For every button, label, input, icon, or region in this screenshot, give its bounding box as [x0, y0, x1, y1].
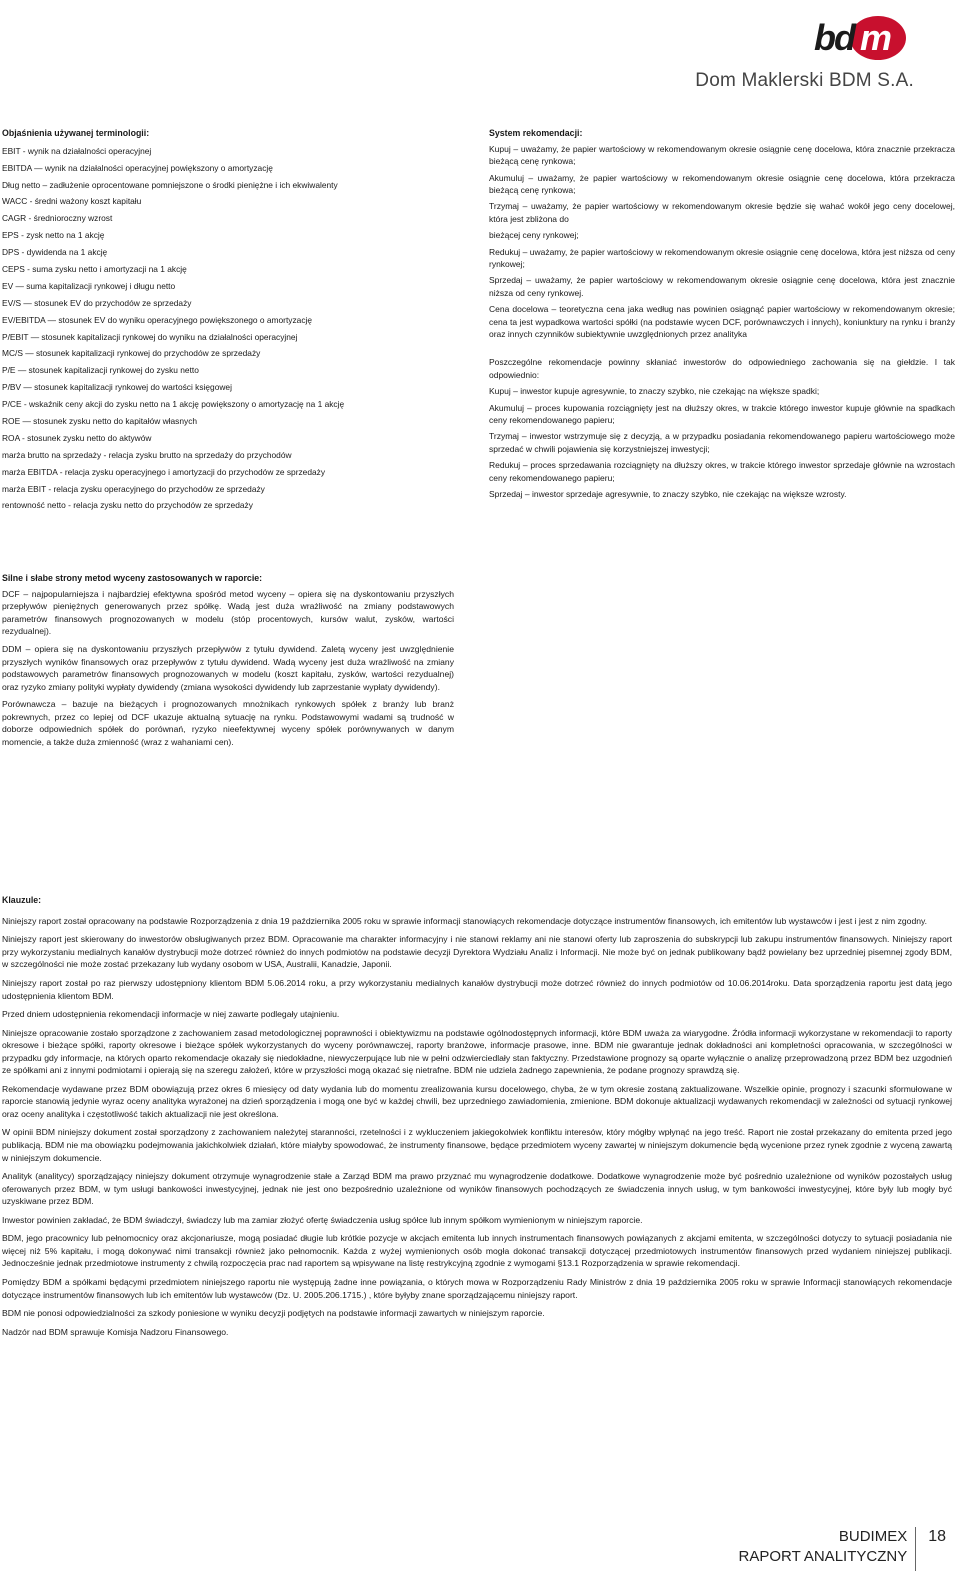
recommendation-list [489, 143, 955, 341]
recommendation-item: Trzymaj – uważamy, że papier wartościowy w rekomendowanym okresie będzie się wahać wokół jego ceny docelowej, która jest zbliżona do [489, 201, 955, 224]
disclaimer-paragraph: Pomiędzy BDM a spółkami będącymi przedmiotem niniejszego raportu nie występują żadne inne powiązania, o których mowa w Rozporządzeniu Rady Ministrów z dnia 19 października 2005 roku w sprawie Informacji stanowiących rekomendacje dotyczące instrumentów finansowych lub ich emitentów lub wystawców (Dz. U. 2005.206.1715.) , które byłyby znane sporządzającemu niniejszy raport. [2, 1276, 952, 1300]
terminology-item: EBIT - wynik na działalności operacyjnej [2, 145, 152, 156]
svg-text:m: m [860, 17, 891, 58]
disclaimer-paragraph: Rekomendacje wydawane przez BDM obowiązują przez okres 6 miesięcy od daty wydania lub do momentu zrealizowania kursu docelowego, chyba, że w tym okresie zostaną zaktualizowane. Wszelkie opinie, prognozy i szacunki sformułowane w raporcie stanowią jedynie wyraz oceny analityka wyrażonej na dzień sporządzenia i mogą one być w każdej chwili, bez uprzedniego zawiadomienia, zmienione. BDM dokonuje aktualizacji wydawanych rekomendacji w zależności od sytuacji rynkowej oraz oceny analityka i częstotliwość takich aktualizacji nie jest określona. [2, 1083, 952, 1119]
terminology-item: CEPS - suma zysku netto i amortyzacji na 1 akcję [2, 263, 187, 274]
terminology-item: EPS - zysk netto na 1 akcję [2, 230, 105, 241]
recommendation-behavior-item: Trzymaj – inwestor wstrzymuje się z decyzją, a w przypadku posiadania rekomendowanego papieru wartościowego może sprzedać w chwili pojawienia się korzystniejszej inwestycji; [489, 431, 955, 454]
page-footer [739, 1527, 946, 1571]
disclaimer-paragraph: Niniejszy raport jest skierowany do inwestorów obsługiwanych przez BDM. Opracowanie ma charakter informacyjny i nie stanowi reklamy ani nie stanowi oferty lub zaproszenia do subskrypcji lub zakupu instrumentów finansowych. Niniejszy raport przy wykorzystaniu medialnych kanałów dystrybucji może dotrzeć również do innych podmiotów na podstawie decyzji Dyrektora Wydziału Analiz i Informacji. Nie może być on jednak publikowany bądź powielany bez uprzedniej pisemnej zgody BDM, w szczególności nie może zostać przekazany lub wydany osobom w USA, Australii, Kanadzie, Japonii. [2, 934, 952, 970]
valuation-method-paragraph: DCF – najpopularniejsza i najbardziej efektywna spośród metod wyceny – opiera się na dyskontowaniu przyszłych przepływów pieniężnych generowanych przez spółkę. Wadą jest duża wrażliwość na zmiany podstawowych parametrów finansowych prognozowanych w modelu (stóp procentowych, kursów walut, zysków, wartości rezydualnej). [2, 588, 454, 637]
terminology-item: DPS - dywidenda na 1 akcję [2, 247, 108, 258]
recommendation-behavior-item: Sprzedaj – inwestor sprzedaje agresywnie, to znaczy szybko, nie czekając na większe wzrosty. [489, 489, 847, 500]
recommendation-item: Sprzedaj – uważamy, że papier wartościowy w rekomendowanym okresie osiągnie cenę docelowa, która jest znacznie niższa od ceny rynkowej. [489, 275, 955, 298]
recommendation-behavior-list [489, 356, 955, 500]
recommendation-behavior-item: Redukuj – proces sprzedawania rozciągnięty na dłuższy okres, w trakcie którego inwestor sprzedaje głównie na wzrostach ceny rekomendowanego papieru; [489, 460, 955, 483]
terminology-item: marża EBITDA - relacja zysku operacyjnego i amortyzacji do przychodów ze sprzedaży [2, 466, 326, 477]
terminology-item: CAGR - średnioroczny wzrost [2, 213, 113, 224]
valuation-methods-title: Silne i słabe strony metod wyceny zastosowanych w raporcie: [2, 573, 263, 583]
terminology-item: P/BV — stosunek kapitalizacji rynkowej do wartości księgowej [2, 382, 232, 393]
bdm-logo-mark [810, 10, 910, 64]
terminology-item: ROA - stosunek zysku netto do aktywów [2, 432, 152, 443]
terminology-item: P/EBIT — stosunek kapitalizacji rynkowej do wyniku na działalności operacyjnej [2, 331, 298, 342]
disclaimer-section [2, 894, 952, 1344]
svg-text:bd: bd [814, 17, 854, 58]
terminology-item: WACC - średni ważony koszt kapitału [2, 196, 142, 207]
disclaimer-paragraph: Niniejsze opracowanie zostało sporządzone z zachowaniem zasad metodologicznej poprawności i obiektywizmu na podstawie ogólnodostępnych informacji, które BDM uważa za wiarygodne. Źródła informacji wykorzystane w rekomendacji to raporty okresowe i bieżące spółki, raporty okresowe i bieżące spółek wykorzystanych do wyceny porównawczej, raporty branżowe, informacje prasowe, inne. BDM nie gwarantuje jednak dokładności ani kompletności opracowania, w szczególności w przypadku gdy informacje, na których oparto rekomendacje okazały się niedokładne, niewyczerpujące lub nie w pełni odzwierciedlały stan faktyczny. Przedstawione prognozy są oparte wyłącznie o analizę przeprowadzoną przez BDM bez uzgodnień ze spółkami ani z innymi podmiotami i opierają się na szeregu założeń, które w przyszłości mogą okazać się nietrafne. BDM nie udziela żadnego zapewnienia, że podane prognozy sprawdzą się. [2, 1027, 952, 1076]
terminology-item: EV/EBITDA — stosunek EV do wyniku operacyjnego powiększonego o amortyzację [2, 314, 313, 325]
terminology-item: EBITDA — wynik na działalności operacyjnej powiększony o amortyzację [2, 162, 273, 173]
terminology-title: Objaśnienia używanej terminologii: [2, 128, 150, 138]
disclaimer-paragraph: BDM, jego pracownicy lub pełnomocnicy oraz akcjonariusze, mogą posiadać długie lub krótkie pozycje w akcjach emitenta lub innych instrumentach finansowych powiązanych z akcjami emitenta, w szczególności dotyczy to sytuacji posiadania nie więcej niż 5% kapitału, i mogą dokonywać nimi transakcji również jako pełnomocnik. Każda z wyżej wymienionych osób mogła dokonać transakcji dotyczącej przedmiotowych instrumentów finansowych przed wydaniem niniejszej publikacji. Jednocześnie jednak przedmiotowe instrumenty z chwilą rozpoczęcia prac nad raportem są wpisywane na listę restrykcyjną zgodnie z wymogami §13.1 Rozporządzenia w sprawie rekomendacji. [2, 1233, 952, 1269]
terminology-item: rentowność netto - relacja zysku netto do przychodów ze sprzedaży [2, 500, 253, 511]
disclaimer-paragraph: Inwestor powinien zakładać, że BDM świadczył, świadczy lub ma zamiar złożyć ofertę świadczenia usług spółce lub innym spółkom wymienionym w niniejszym raporcie. [2, 1214, 643, 1225]
footer-label [739, 1527, 916, 1571]
recommendation-item: Cena docelowa – teoretyczna cena jaka według nas powinien osiągnąć papier wartościowy w rekomendowanym okresie; cena ta jest wypadkowa wartości spółki (na podstawie wycen DCF, porównawczych i innych), koniunktury na rynku i branży oraz innych czynników subiektywnie uwzględnionych przez analityka [489, 304, 955, 340]
company-logo [664, 8, 914, 91]
recommendation-item: Redukuj – uważamy, że papier wartościowy w rekomendowanym okresie osiągnie cenę docelowa, która jest niższa od ceny rynkowej; [489, 246, 955, 269]
footer-report-type: RAPORT ANALITYCZNY [738, 1548, 908, 1565]
recommendation-item: bieżącej ceny rynkowej; [489, 230, 579, 241]
terminology-section [2, 127, 454, 514]
disclaimer-paragraph: W opinii BDM niniejszy dokument został sporządzony z zachowaniem należytej staranności, rzetelności i z wykluczeniem jakiegokolwiek konfliktu interesów, który mógłby wpłynąć na jego treść. Raport nie został przekazany do emitenta przed jego publikacją. BDM nie ma obowiązku podejmowania jakichkolwiek działań, które miałyby spowodować, że instrumenty finansowe, będące przedmiotem wyceny zawartej w niniejszym dokumencie będą wycenione przez rynek zgodnie z wyceną zawartą w niniejszym dokumencie. [2, 1127, 952, 1163]
recommendation-system-section [489, 127, 955, 505]
terminology-item: marża EBIT - relacja zysku operacyjnego do przychodów ze sprzedaży [2, 483, 265, 494]
terminology-item: Dług netto – zadłużenie oprocentowane pomniejszone o środki pieniężne i ich ekwiwalenty [2, 179, 338, 190]
disclaimer-paragraph: Nadzór nad BDM sprawuje Komisja Nadzoru Finansowego. [2, 1326, 229, 1337]
terminology-item: ROE — stosunek zysku netto do kapitałów własnych [2, 416, 198, 426]
recommendation-behavior-item: Poszczególne rekomendacje powinny skłaniać inwestorów do odpowiedniego zachowania się na giełdzie. I tak odpowiednio: [489, 357, 955, 380]
terminology-item: EV/S — stosunek EV do przychodów ze sprzedaży [2, 297, 192, 308]
valuation-methods-section [2, 572, 454, 753]
valuation-method-paragraph: DDM – opiera się na dyskontowaniu przyszłych przepływów z tytułu dywidend. Zaletą wyceny jest uwzględnienie przyszłych wyników finansowych oraz przepływów z tytułu dywidend. Wadą wyceny jest duża wrażliwość na zmiany podstawowych parametrów finansowych prognozowanych w modelu (koszt kapitału, zysków, wartości rezydualnej) oraz ryzyko zmiany polityki wypłaty dywidendy (zmiana wysokości dywidendy lub zaprzestanie wypłaty dywidendy). [2, 644, 454, 692]
disclaimer-title: Klauzule: [2, 895, 42, 905]
page-number: 18 [928, 1528, 946, 1545]
footer-company: BUDIMEX [838, 1528, 908, 1545]
disclaimer-list [2, 915, 952, 1338]
disclaimer-paragraph: Niniejszy raport został po raz pierwszy udostępniony klientom BDM 5.06.2014 roku, a przy wykorzystaniu medialnych kanałów dystrybucji może dotrzeć również do innych podmiotów od 10.06.2014roku. Data sporządzenia raportu jest datą jego udostępnienia klientom BDM. [2, 978, 952, 1001]
company-name: Dom Maklerski BDM S.A. [695, 70, 914, 91]
terminology-item: EV — suma kapitalizacji rynkowej i długu netto [2, 280, 176, 291]
disclaimer-paragraph: Przed dniem udostępnienia rekomendacji informacje w niej zawarte podlegały utajnieniu. [2, 1009, 340, 1020]
terminology-item: P/E — stosunek kapitalizacji rynkowej do zysku netto [2, 365, 199, 376]
valuation-methods-list [2, 588, 454, 749]
terminology-item: marża brutto na sprzedaży - relacja zysku brutto na sprzedaży do przychodów [2, 449, 292, 460]
terminology-item: MC/S — stosunek kapitalizacji rynkowej do przychodów ze sprzedaży [2, 348, 261, 359]
disclaimer-paragraph: Analityk (analitycy) sporządzający niniejszy dokument otrzymuje wynagrodzenie stałe a Zarząd BDM ma prawo przyznać mu wynagrodzenie dodatkowe. Dodatkowe wynagrodzenie może być pośrednio uzależnione od wyników pozostałych usług oferowanych przez BDM, w tym usługi bankowości inwestycyjnej, jednak nie jest ono bezpośrednio uzależnione od wyników finansowych pochodzących ze świadczenia innych usług, w tym bankowości inwestycyjnej, które były lub mogły być uzyskiwane przez BDM. [2, 1171, 952, 1207]
terminology-list [2, 143, 454, 515]
recommendation-system-title: System rekomendacji: [489, 128, 583, 138]
disclaimer-paragraph: BDM nie ponosi odpowiedzialności za szkody poniesione w wyniku decyzji podjętych na podstawie informacji zawartych w niniejszym raporcie. [2, 1308, 545, 1319]
recommendation-item: Kupuj – uważamy, że papier wartościowy w rekomendowanym okresie osiągnie cenę docelowa, która znacznie przekracza bieżącą cenę rynkowa; [489, 143, 955, 167]
disclaimer-paragraph: Niniejszy raport został opracowany na podstawie Rozporządzenia z dnia 19 października 2005 roku w sprawie informacji stanowiących rekomendacje dotyczące instrumentów finansowych, ich emitentów lub wystawców i jest i jest z nim zgodny. [2, 915, 928, 926]
terminology-item: P/CE - wskaźnik ceny akcji do zysku netto na 1 akcję powiększony o amortyzację na 1 akcję [2, 399, 345, 410]
recommendation-behavior-item: Kupuj – inwestor kupuje agresywnie, to znaczy szybko, nie czekając na większe spadki; [489, 386, 820, 397]
valuation-method-paragraph: Porównawcza – bazuje na bieżących i prognozowanych mnożnikach rynkowych spółek z branży lub branż pokrewnych, przez co lepiej od DCF ukazuje aktualną sytuację na rynku. Podstawowymi wadami są trudność w doborze odpowiednich spółek do porównań, ryzyko nieefektywnej wyceny spółek porównywanych w danym momencie, a także duża zmienność (wraz z wahaniami cen). [2, 699, 454, 747]
recommendation-behavior-item: Akumuluj – proces kupowania rozciągnięty jest na dłuższy okres, w trakcie którego inwestor kupuje głównie na spadkach ceny rekomendowanego papieru; [489, 402, 955, 426]
recommendation-item: Akumuluj – uważamy, że papier wartościowy w rekomendowanym okresie osiągnie cenę docelowa, która przekracza bieżącą cenę rynkowa; [489, 172, 955, 195]
